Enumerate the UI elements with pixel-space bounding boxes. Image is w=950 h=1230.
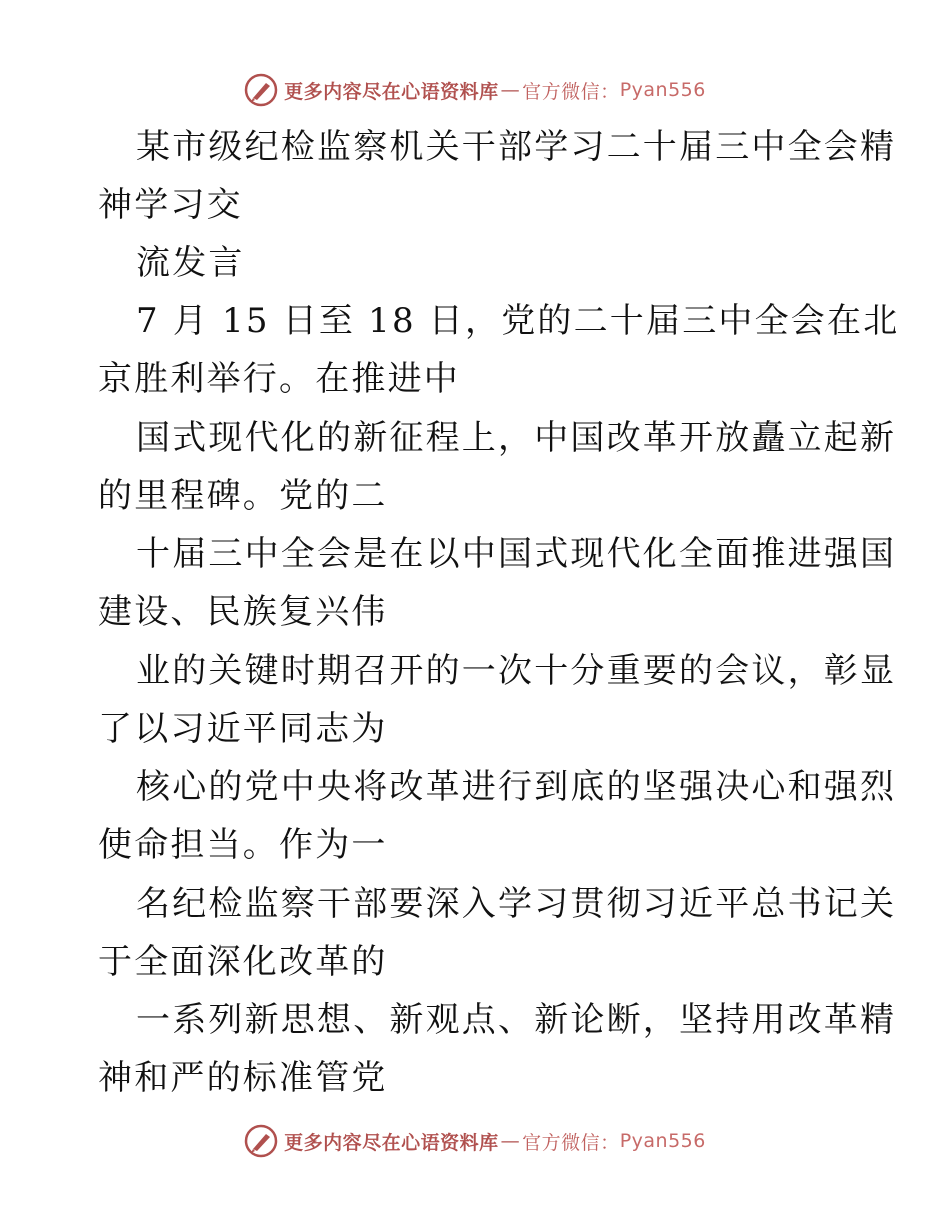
paragraph-line: 7 月 15 日至 18 日，党的二十届三中全会在北 <box>136 301 900 341</box>
pen-logo-icon <box>244 73 278 107</box>
paragraph-line: 神和严的标准管党 <box>98 1058 388 1098</box>
paragraph-line: 名纪检监察干部要深入学习贯彻习近平总书记关 <box>136 884 897 924</box>
paragraph-line: 一系列新思想、新观点、新论断，坚持用改革精 <box>136 1000 897 1040</box>
doc-title-line-2: 神学习交 <box>98 185 243 225</box>
banner-wechat-id: Pyan556 <box>619 79 706 101</box>
paragraph-line: 核心的党中央将改革进行到底的坚强决心和强烈 <box>136 767 897 807</box>
paragraph-line: 了以习近平同志为 <box>98 709 388 749</box>
banner-wechat-label: 官方微信： <box>522 1131 620 1154</box>
doc-title-line-1: 某市级纪检监察机关干部学习二十届三中全会精 <box>136 127 897 167</box>
paragraph-line: 业的关键时期召开的一次十分重要的会议，彰显 <box>136 651 897 691</box>
paragraph-line: 于全面深化改革的 <box>98 942 388 982</box>
paragraph-line: 的里程碑。党的二 <box>98 476 388 516</box>
paragraph-line: 十届三中全会是在以中国式现代化全面推进强国 <box>136 534 897 574</box>
header-banner <box>0 70 950 110</box>
banner-brand-text: 更多内容尽在心语资料库 <box>284 80 499 103</box>
banner-dash: — <box>500 79 521 101</box>
paragraph-line: 国式现代化的新征程上，中国改革开放矗立起新 <box>136 418 897 458</box>
banner-wechat-label: 官方微信： <box>522 80 620 103</box>
footer-banner <box>0 1121 950 1161</box>
paragraph-line: 京胜利举行。在推进中 <box>98 359 460 399</box>
banner-wechat-id: Pyan556 <box>619 1130 706 1152</box>
pen-logo-icon <box>244 1124 278 1158</box>
banner-dash: — <box>500 1130 521 1152</box>
paragraph-line: 使命担当。作为一 <box>98 825 388 865</box>
doc-title-line-3: 流发言 <box>136 243 245 283</box>
paragraph-line: 建设、民族复兴伟 <box>98 592 388 632</box>
banner-brand-text: 更多内容尽在心语资料库 <box>284 1131 499 1154</box>
